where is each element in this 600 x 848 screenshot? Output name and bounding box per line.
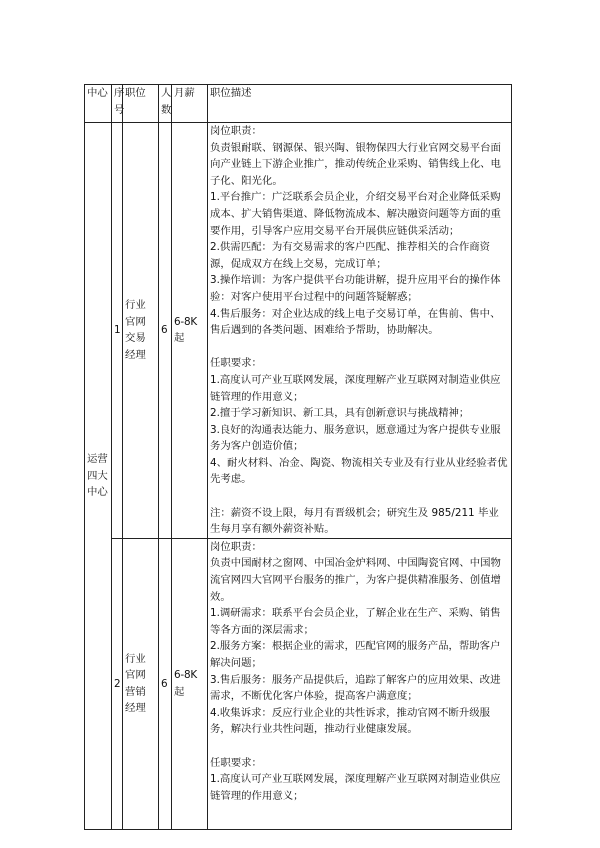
desc-line: 4、耐火材料、冶金、陶瓷、物流相关专业及有行业从业经验者优先考虑。 (210, 456, 508, 486)
row-count: 6 (159, 538, 172, 829)
header-center: 中心 (85, 85, 112, 123)
desc-line: 负责银耐联、钢源保、银兴陶、银物保四大行业官网交易平台面向产业链上下游企业推广，推动传统企业采购、销售线上化、电子化、阳光化。 (210, 141, 501, 187)
row-description (208, 123, 512, 539)
desc-line: 2.供需匹配：为有交易需求的客户匹配、推荐相关的合作商资源，促成双方在线上交易，完成订单； (210, 241, 491, 270)
header-seq: 序号 (112, 85, 123, 123)
desc-line: 任职要求： (210, 357, 262, 370)
desc-line: 3.售后服务：服务产品提供后，追踪了解客户的应用效果、改进需求，不断优化客户体验，提高客户满意度； (210, 673, 501, 703)
desc-line: 1.平台推广：广泛联系会员企业，介绍交易平台对企业降低采购成本、扩大销售渠道、降低物流成本、解决融资问题等方面的重要作用，引导客户应用交易平台开展供应链供采活动； (210, 191, 501, 237)
desc-line: 3.良好的沟通表达能力、服务意识，愿意通过为客户提供专业服务为客户创造价值； (210, 423, 501, 453)
desc-line: 岗位职责： (210, 125, 262, 137)
center-name-cell: 运营四大中心 (85, 123, 112, 830)
desc-spacer (210, 339, 509, 356)
row-count: 6 (159, 123, 172, 539)
row-position: 行业官网营销经理 (123, 538, 159, 829)
desc-line: 2.服务方案：根据企业的需求，匹配官网的服务产品，帮助客户解决问题； (210, 640, 501, 669)
row-salary: 6-8K 起 (172, 123, 208, 539)
desc-spacer (210, 488, 509, 505)
header-description: 职位描述 (208, 85, 512, 123)
desc-line: 任职要求： (210, 756, 262, 769)
row-seq: 2 (112, 538, 123, 829)
header-position: 职位 (123, 85, 159, 123)
desc-line: 注：薪资不设上限，每月有晋级机会；研究生及 985/211 毕业生每月享有额外薪资补贴。 (210, 506, 499, 536)
desc-line: 岗位职责： (210, 540, 262, 553)
desc-line: 负责中国耐材之窗网、中国冶金炉料网、中国陶瓷官网、中国物流官网四大官网平台服务的推广，为客户提供精准服务、创值增效。 (210, 557, 501, 603)
desc-spacer (210, 738, 509, 755)
desc-line: 4.售后服务：对企业达成的线上电子交易订单，在售前、售中、售后遇到的各类问题、困难给予帮助，协助解决。 (210, 307, 501, 337)
row-position: 行业官网交易经理 (123, 123, 159, 539)
desc-line: 3.操作培训：为客户提供平台功能讲解，提升应用平台的操作体验：对客户使用平台过程中的问题答疑解惑； (210, 274, 501, 303)
row-salary: 6-8K 起 (172, 538, 208, 829)
header-salary: 月薪 (172, 85, 208, 123)
table-row (85, 123, 512, 539)
table-header-row (85, 85, 512, 123)
job-table (84, 84, 512, 830)
desc-line: 1.高度认可产业互联网发展，深度理解产业互联网对制造业供应链管理的作用意义； (210, 773, 501, 802)
desc-line: 2.擅于学习新知识、新工具，具有创新意识与挑战精神； (210, 407, 470, 420)
header-count: 人数 (159, 85, 172, 123)
desc-line: 1.调研需求：联系平台会员企业，了解企业在生产、采购、销售等各方面的深层需求； (210, 607, 501, 636)
desc-line: 4.收集诉求：反应行业企业的共性诉求，推动官网不断升级服务，解决行业共性问题，推动行业健康发展。 (210, 706, 491, 736)
desc-line: 1.高度认可产业互联网发展，深度理解产业互联网对制造业供应链管理的作用意义； (210, 373, 501, 403)
row-seq: 1 (112, 123, 123, 539)
table-row (85, 538, 512, 829)
row-description (208, 538, 512, 829)
